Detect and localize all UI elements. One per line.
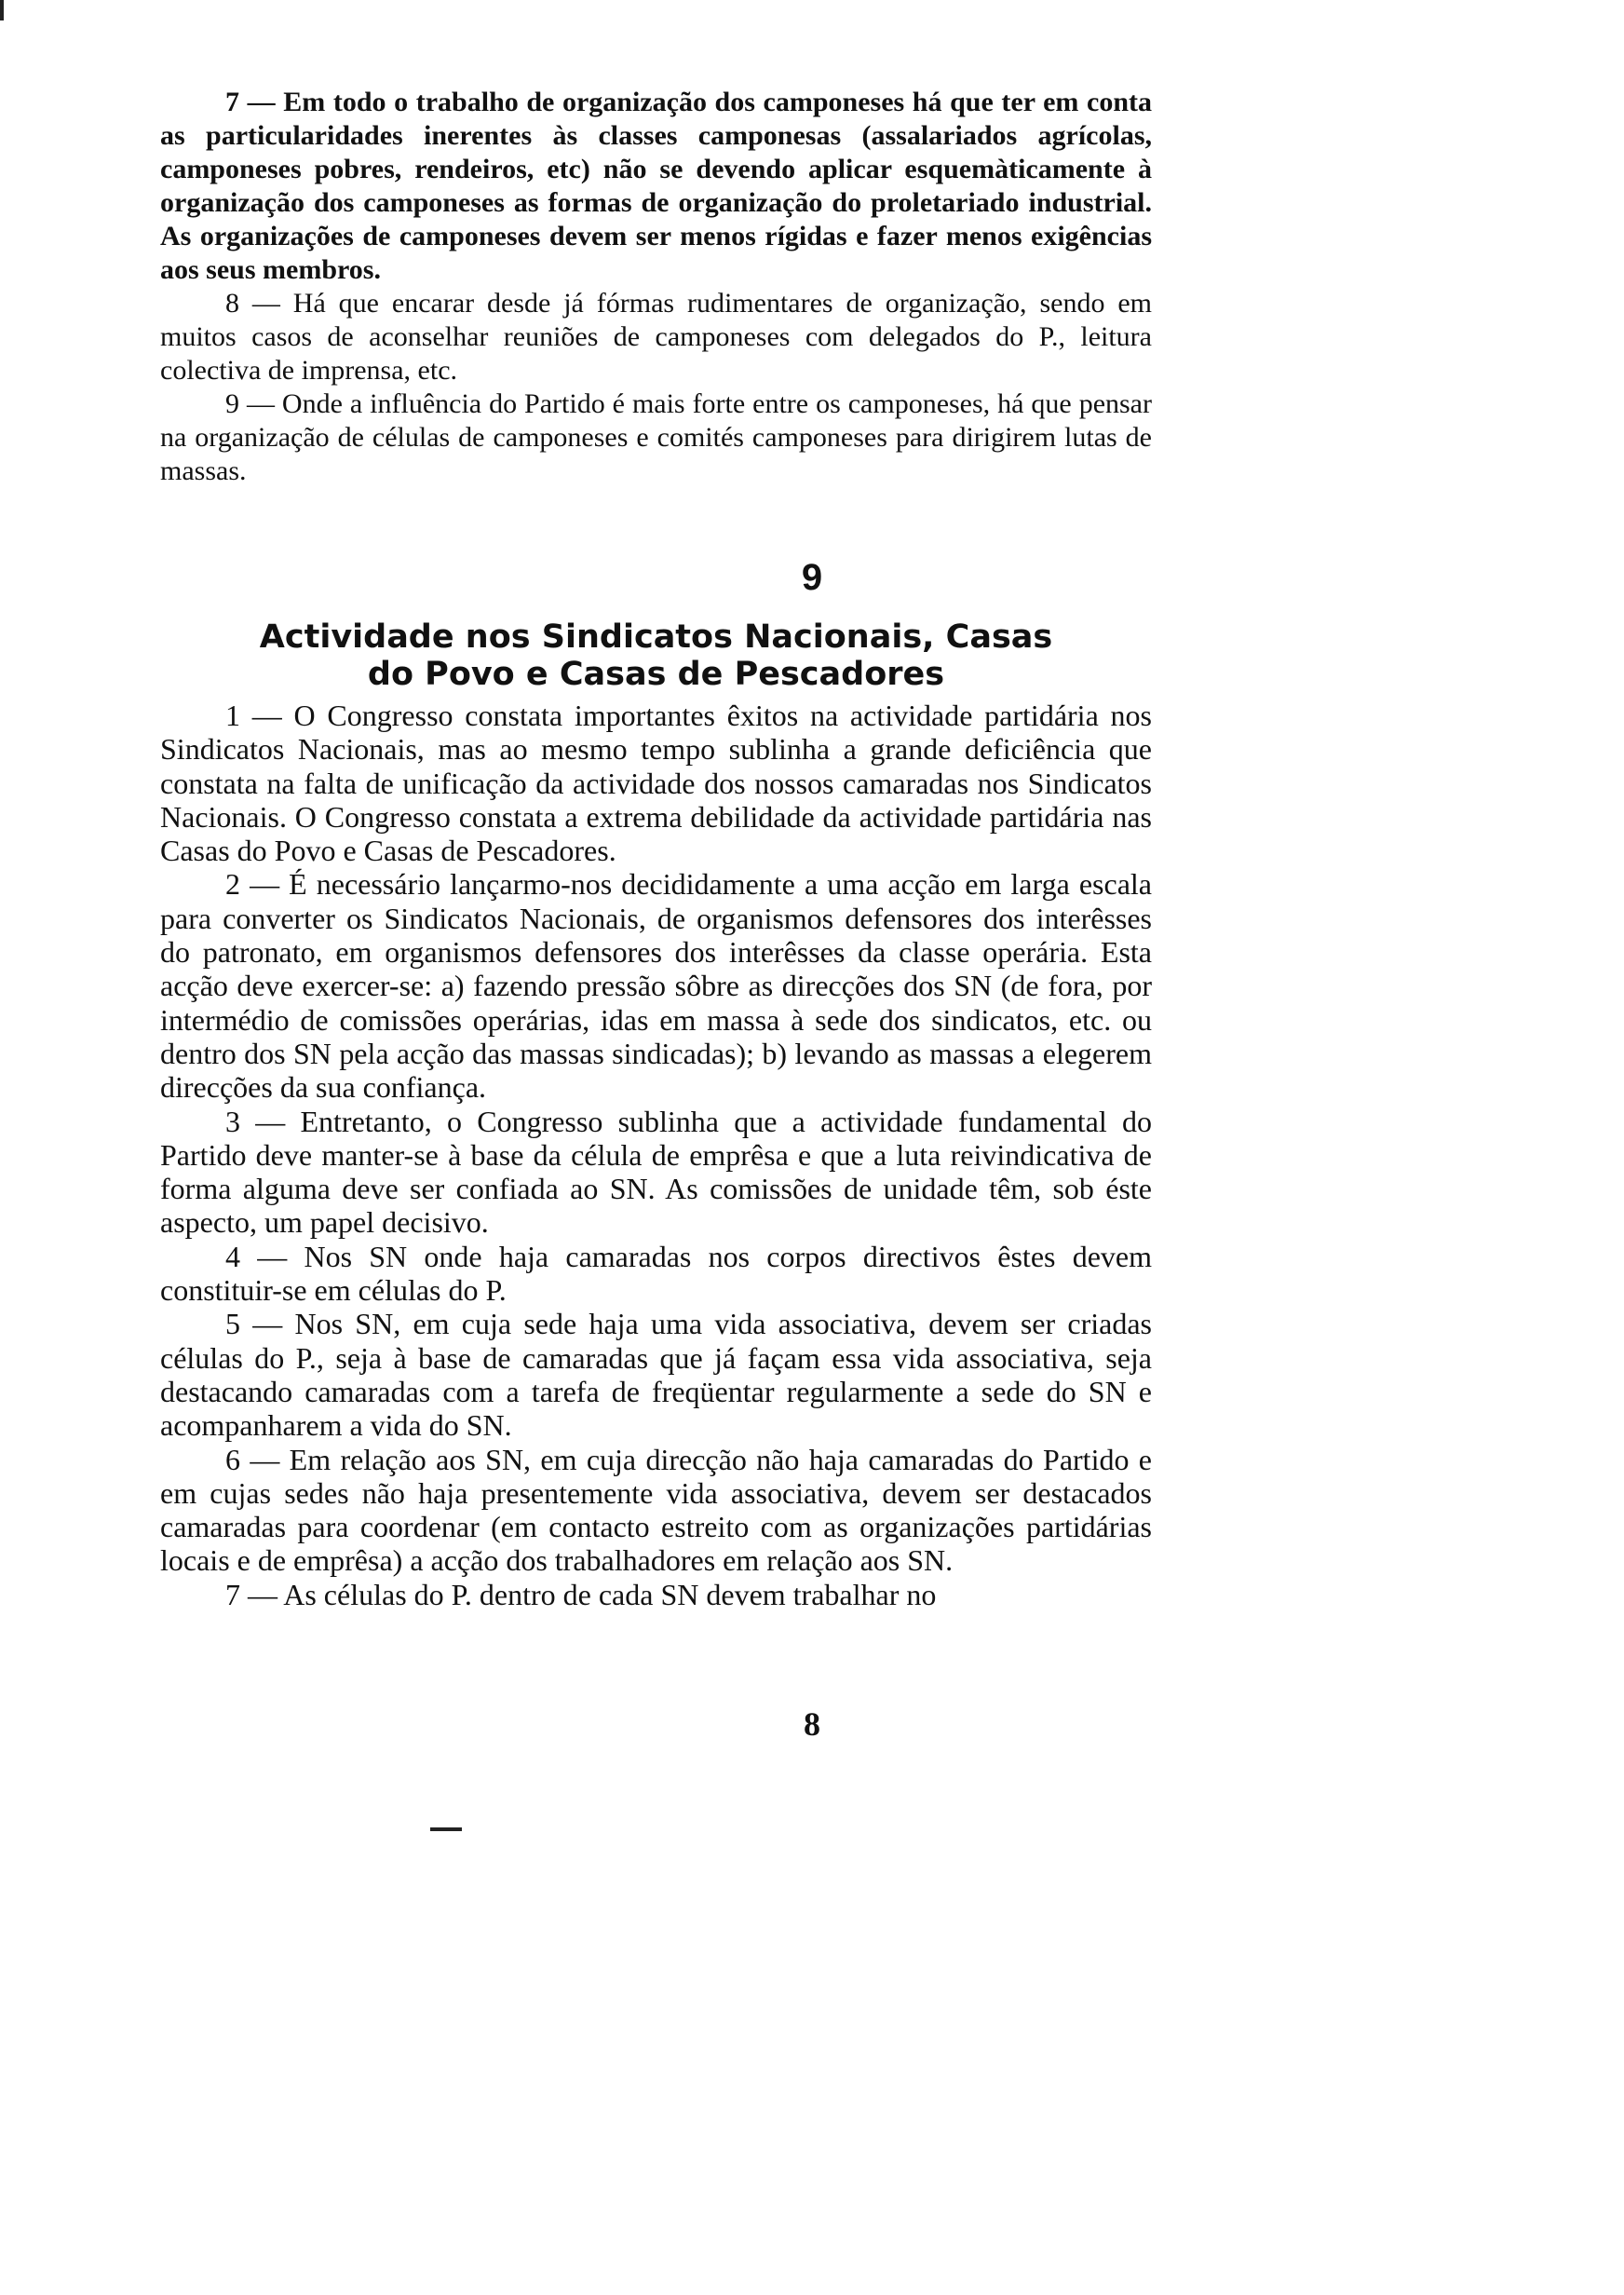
paragraph-9-peasant-cells: 9 — Onde a influência do Partido é mais forte entre os camponeses, há que pensar na organização de células de camponeses e comités camponeses para dirigirem lutas de massas. [160, 388, 1152, 486]
paragraph-8-rudimentary-forms: 8 — Há que encarar desde já fórmas rudimentares de organização, sendo em muitos casos de aconselhar reuniões de camponeses com delegados do P., leitura colectiva de imprensa, etc. [160, 288, 1152, 386]
page-number: 8 [804, 1705, 820, 1743]
section-title [160, 618, 1152, 693]
paragraph-4-directive-bodies: 4 — Nos SN onde haja camaradas nos corpos directivos êstes devem constituir-se em células do P. [160, 1239, 1152, 1308]
paragraph-1-congress-notes: 1 — O Congresso constata importantes êxitos na actividade partidária nos Sindicatos Nacionais, mas ao mesmo tempo sublinha a grande deficiência que constata na falta de unificação da actividade dos nossos camaradas nos Sindicatos Nacionais. O Congresso constata a extrema debilidade da actividade partidária nas Casas do Povo e Casas de Pescadores. [160, 699, 1152, 868]
paragraph-6-coordination: 6 — Em relação aos SN, em cuja direcção não haja camaradas do Partido e em cujas sedes não haja presentemente vida associativa, devem ser destacados camaradas para coordenar (em contacto estreito com as organizações partidárias locais e de emprêsa) a acção dos trabalhadores em relação aos SN. [160, 1442, 1152, 1578]
corner-mark [0, 0, 4, 20]
section-number: 9 [801, 557, 823, 598]
paragraph-5-associative-life: 5 — Nos SN, em cuja sede haja uma vida associativa, devem ser criadas células do P., seja à base de camaradas que já façam essa vida associativa, seja destacando camaradas com a tarefa de freqüentar regularmente a sede do SN e acompanharem a vida do SN. [160, 1307, 1152, 1443]
section-title-line-2: do Povo e Casas de Pescadores [367, 656, 945, 693]
paragraph-7-campesinos: 7 — Em todo o trabalho de organização dos camponeses há que ter em conta as particularidades inerentes às classes camponesas (assalariados agrícolas, camponeses pobres, rendeiros, etc) não se devendo aplicar esquemàticamente à organização dos camponeses as formas de organização do proletariado industrial. As organizações de camponeses devem ser menos rígidas e fazer menos exigências aos seus membros. [160, 87, 1152, 285]
paragraph-2-large-scale-action: 2 — É necessário lançarmo-nos decididamente a uma acção em larga escala para converter os Sindicatos Nacionais, de organismos defensores dos interêsses do patronato, em organismos defensores dos interêsses da classe operária. Esta acção deve exercer-se: a) fazendo pressão sôbre as direcções dos SN (de fora, por intermédio de comissões operárias, idas em massa à sede dos sindicatos, etc. ou dentro dos SN pela acção das massas sindicadas); b) levando as massas a elegerem direcções da sua confiança. [160, 867, 1152, 1105]
ink-dash [430, 1827, 462, 1831]
paragraph-7-cells-work: 7 — As células do P. dentro de cada SN devem trabalhar no [225, 1577, 937, 1611]
paragraph-3-company-cell: 3 — Entretanto, o Congresso sublinha que a actividade fundamental do Partido deve manter-se à base da célula de emprêsa e que a luta reivindicativa de forma alguma deve ser confiada ao SN. As comissões de unidade têm, sob éste aspecto, um papel decisivo. [160, 1104, 1152, 1240]
body-section [160, 699, 1152, 1611]
top-section [160, 86, 1152, 488]
section-title-line-1: Actividade nos Sindicatos Nacionais, Casas [259, 618, 1053, 656]
